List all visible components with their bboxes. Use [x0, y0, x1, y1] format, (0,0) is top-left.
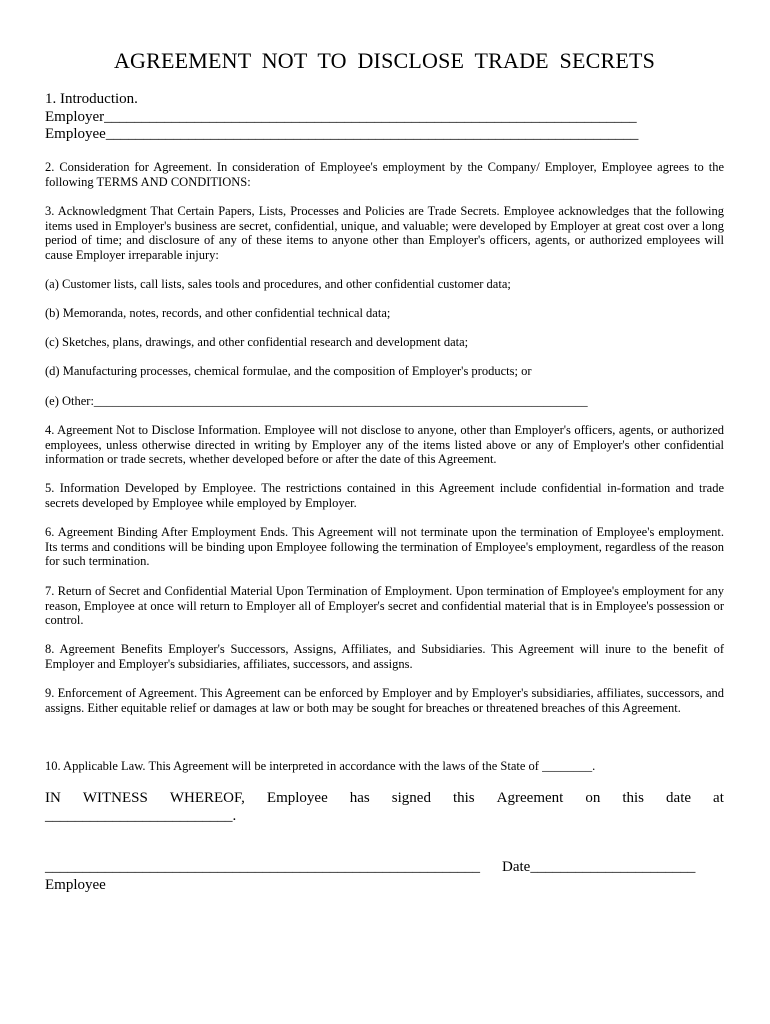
introduction-section	[45, 91, 638, 144]
paragraph-successors: 8. Agreement Benefits Employer's Successors, Assigns, Affiliates, and Subsidiaries. This Agreement will inure to the benefit of Employer and Employer's subsidiaries, affiliates, successors, and assigns.	[45, 642, 724, 671]
list-item-c: (c) Sketches, plans, drawings, and other confidential research and development data;	[45, 335, 469, 349]
signature-role-label: Employee	[45, 877, 106, 893]
paragraph-binding-after-employment: 6. Agreement Binding After Employment Ends. This Agreement will not terminate upon the termination of Employee's employment. Its terms and conditions will be binding upon Employee following the termination of Employee's employment, regardless of the reason for such termination.	[45, 525, 724, 569]
document-title: AGREEMENT NOT TO DISCLOSE TRADE SECRETS	[113, 48, 656, 73]
paragraph-applicable-law: 10. Applicable Law. This Agreement will be interpreted in accordance with the laws of the State of ________.	[45, 759, 596, 773]
list-item-e-other: (e) Other:_______________________________________________________________________________	[45, 394, 588, 408]
witness-word: this	[622, 790, 645, 806]
paragraph-not-to-disclose: 4. Agreement Not to Disclose Information. Employee will not disclose to anyone, other than Employer's officers, agents, or authorized employees, unless otherwise directed in writing by Employer any of the items listed above or any of Employer's other confidential information or trade secrets, whether developed before or after the date of this Agreement.	[45, 423, 724, 467]
witness-word: WHEREOF,	[169, 790, 245, 806]
signature-block	[45, 858, 724, 894]
paragraph-enforcement: 9. Enforcement of Agreement. This Agreement can be enforced by Employer and by Employer's subsidiaries, affiliates, successors, and assigns. Either equitable relief or damages at law or both may be sought for breaches or threatened breaches of this Agreement.	[45, 686, 724, 715]
witness-word: has	[349, 790, 370, 806]
witness-clause	[45, 789, 724, 825]
employer-field: Employer_______________________________________________________________________	[45, 108, 637, 125]
date-field: Date______________________	[502, 859, 696, 875]
witness-line	[45, 789, 724, 807]
list-item-d: (d) Manufacturing processes, chemical formulae, and the composition of Employer's products; or	[45, 364, 532, 378]
witness-word: IN	[45, 790, 61, 806]
paragraph-consideration: 2. Consideration for Agreement. In consideration of Employee's employment by the Company/ Employer, Employee agrees to the following TERMS AND CONDITIONS:	[45, 160, 724, 189]
witness-word: WITNESS	[82, 790, 148, 806]
list-item-a: (a) Customer lists, call lists, sales tools and procedures, and other confidential customer data;	[45, 277, 511, 291]
witness-word: on	[585, 790, 601, 806]
witness-word: at	[713, 790, 724, 806]
paragraph-return-of-material: 7. Return of Secret and Confidential Material Upon Termination of Employment. Upon termination of Employee's employment for any reason, Employee at once will return to Employer all of Employer's secret and confidential material that is in Employee's possession or control.	[45, 584, 724, 628]
paragraph-information-developed: 5. Information Developed by Employee. The restrictions contained in this Agreement include confidential in-formation and trade secrets developed by Employee while employed by Employer.	[45, 481, 724, 510]
witness-word: signed	[391, 790, 431, 806]
employee-field: Employee_______________________________________________________________________	[45, 126, 639, 142]
witness-word: Agreement	[496, 790, 564, 806]
signature-line: __________________________________________________________	[45, 859, 480, 875]
paragraph-acknowledgment: 3. Acknowledgment That Certain Papers, Lists, Processes and Policies are Trade Secrets. Employee acknowledges that the following items used in Employer's business are secret, confidential, unique, and valuable; were developed by Employer at great cost over a long period of time; and disclosure of any of these items to anyone other than Employer's officers, agents, or authorized employees will cause Employer irreparable injury:	[45, 204, 724, 263]
witness-word: this	[452, 790, 475, 806]
witness-word: Employee	[266, 790, 328, 806]
witness-blank: _________________________.	[45, 808, 237, 824]
witness-word: date	[666, 790, 692, 806]
introduction-heading: 1. Introduction.	[45, 91, 138, 107]
list-item-b: (b) Memoranda, notes, records, and other confidential technical data;	[45, 306, 391, 320]
